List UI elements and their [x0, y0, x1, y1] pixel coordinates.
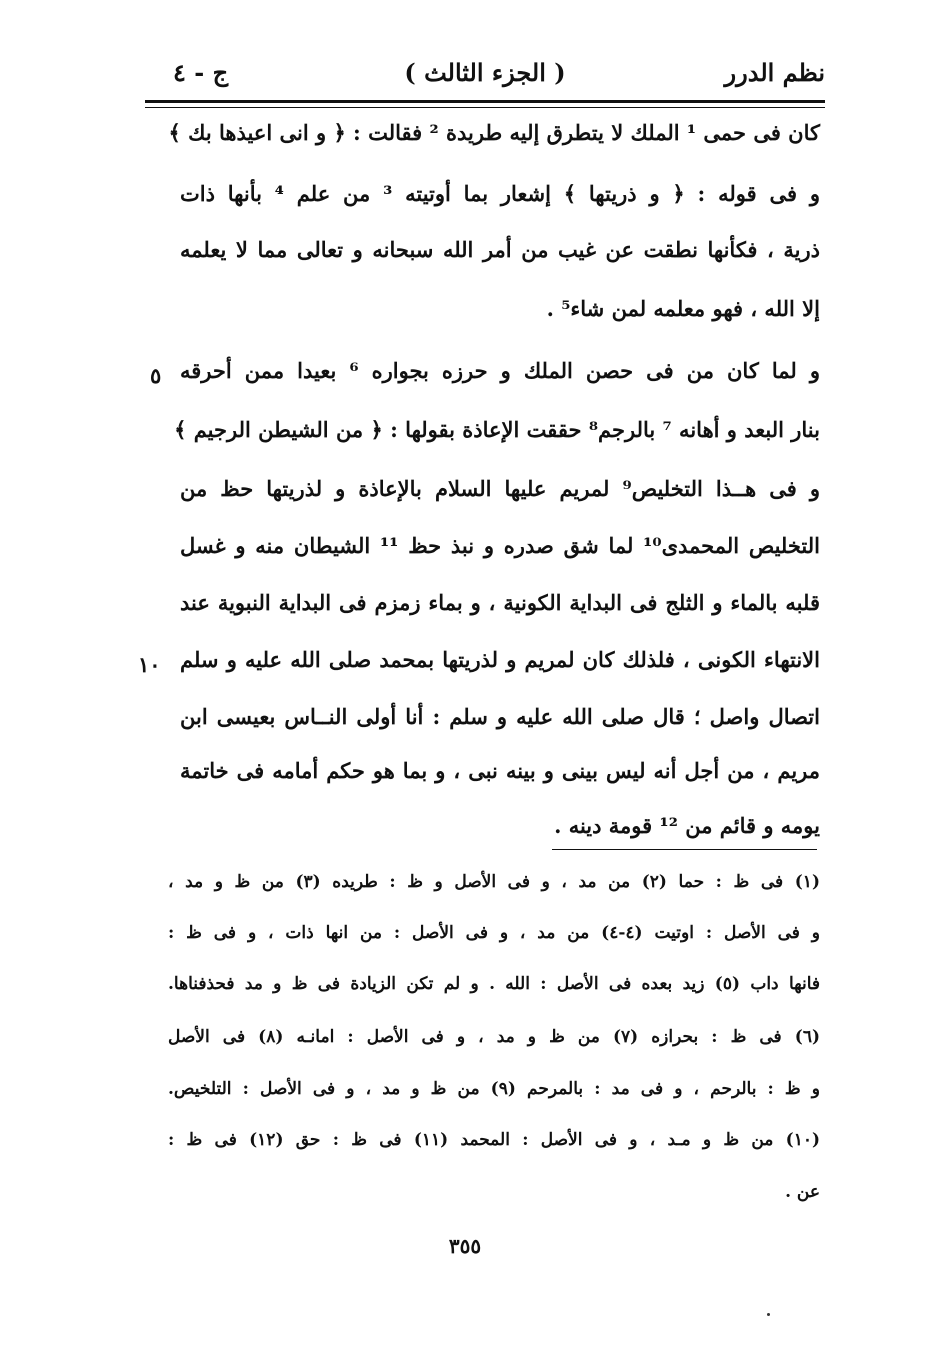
- text-line: و لما كان من فى حصن الملك و حرزه بجواره ⁶ بعيدا ممن أحرقه: [180, 358, 820, 383]
- running-header: [145, 52, 825, 92]
- text-line: التخليص المحمدى¹⁰ لما شق صدره و نبذ حظ ¹¹ الشيطان منه و غسل: [180, 533, 821, 558]
- text-line: كان فى حمى ¹ الملك لا يتطرق إليه طريدة ² فقالت : ﴿ و انى اعيذها بك ﴾: [168, 120, 820, 145]
- header-rule-thick: [145, 100, 825, 103]
- footnote-line: (٦) فى ظ : بحرازه (٧) من ظ و مد ، و فى الأصل : امانـه (٨) فى الأصل: [168, 1027, 820, 1047]
- volume-label: ج - ٤: [173, 58, 229, 87]
- line-number-5: ٥: [150, 363, 162, 388]
- text-line: ذرية ، فكأنها نطقت عن غيب من أمر الله سبحانه و تعالى مما لا يعلمه: [180, 237, 820, 262]
- text-line: مريم ، من أجل أنه ليس بينى و بينه نبى ، و بما هو حكم أمامه فى خاتمة: [180, 758, 820, 783]
- footnote-line: (١) فى ظ : حما (٢) من مد ، و فى الأصل و ظ : طريده (٣) من ظ و مد ،: [168, 872, 820, 892]
- book-title: نظم الدرر: [724, 58, 825, 87]
- page-number: ٣٥٥: [448, 1234, 482, 1258]
- text-line: بنار البعد و أهانه ⁷ بالرجم⁸ حققت الإعاذة بقولها : ﴿ من الشيطن الرجيم ﴾: [174, 417, 820, 442]
- text-line: الانتهاء الكونى ، فلذلك كان لمريم و لذريتها بمحمد صلى الله عليه و سلم: [180, 647, 820, 672]
- text-line: قلبه بالماء و الثلج فى البداية الكونية ، و بماء زمزم فى البداية النبوية عند: [180, 590, 820, 615]
- text-line: و فى هــذا التخليص⁹ لمريم عليها السلام بالإعاذة و لذريتها حظ من: [180, 476, 820, 501]
- footnote-line: عن .: [785, 1182, 820, 1202]
- text-line: اتصال واصل ؛ قال صلى الله عليه و سلم : أنا أولى النــاس بعيسى ابن: [180, 704, 820, 729]
- footnote-separator: [552, 849, 817, 850]
- footnote-line: فانها داب (٥) زيد بعده فى الأصل : الله . و لم تكن الزيادة فى ظ و مد فحذفناها.: [168, 974, 820, 994]
- text-line: يومه و قائم من ¹² قومة دينه .: [554, 813, 820, 838]
- text-line: إلا الله ، فهو معلمه لمن شاء⁵ .: [546, 296, 820, 321]
- text-line: و فى قوله : ﴿ و ذريتها ﴾ إشعار بما أوتيته ³ من علم ⁴ بأنها ذات: [180, 181, 820, 206]
- footnote-line: (١٠) من ظ و مـد ، و فى الأصل : المحمد (١١) فى ظ : حق (١٢) فى ظ :: [168, 1130, 820, 1150]
- header-rule-thin: [145, 107, 825, 108]
- scan-speck: [767, 1313, 770, 1316]
- footnote-line: و ظ : بالرحم ، و فى مد : بالمرحم (٩) من ظ و مد ، و فى الأصل : التلخيص.: [168, 1079, 820, 1099]
- footnote-line: و فى الأصل : اوتيت (٤-٤) من مد ، و فى الأصل : من انها ذات ، و فى ظ :: [168, 923, 820, 943]
- part-label: ( الجزء الثالث ): [404, 58, 566, 87]
- line-number-10: ١٠: [138, 652, 161, 677]
